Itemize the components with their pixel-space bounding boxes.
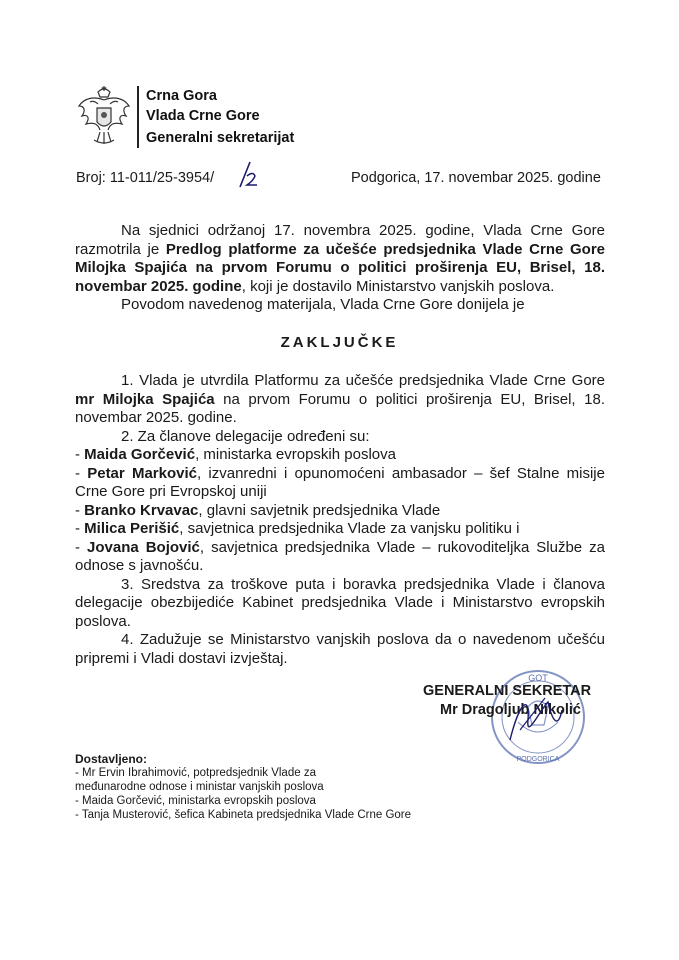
header-country: Crna Gora (146, 88, 217, 104)
signature-title: GENERALNI SEKRETAR (423, 683, 592, 699)
distribution-item: - Maida Gorčević, ministarka evropskih poslova (75, 795, 316, 807)
member-name: Jovana Bojović (87, 538, 200, 556)
stamp-bottom-text: PODGORICA (516, 756, 560, 763)
document-title: ZAKLJUČKE (280, 334, 399, 351)
conclusion-3: 3. Sredstva za troškove puta i boravka predsjednika Vlade i članova delegacije obezbijediće Kabinet predsjednika Vlade i Ministarstvo evropskih poslova. (75, 575, 605, 630)
delegation-member: - Petar Marković, izvanredni i opunomoćeni ambasador – šef Stalne misije Crne Gore pri Evropskoj uniji (75, 464, 605, 500)
delegation-member: - Branko Krvavac, glavni savjetnik predsjednika Vlade (75, 501, 441, 519)
member-role: , izvanredni i opunomoćeni ambasador – šef Stalne misije Crne Gore pri Evropskoj uniji (75, 464, 605, 500)
member-name: Branko Krvavac (84, 501, 199, 519)
stamp-top-text: GOT (528, 673, 548, 683)
intro-text-bold: Predlog platforme za učešće predsjednika Vlade Crne Gore Milojka Spajića na prvom Forumu o politici proširenja EU, Brisel, 18. novembar 2025. godine (75, 240, 606, 295)
distribution-item: - Tanja Musterović, šefica Kabineta predsjednika Vlade Crne Gore (75, 809, 412, 821)
coat-of-arms-icon (76, 86, 132, 148)
header-secretariat: Generalni sekretarijat (146, 130, 295, 146)
signature-name: Mr Dragoljub Nikolić (440, 702, 581, 718)
member-name: Petar Marković (87, 464, 197, 482)
delegation-member: - Milica Perišić, savjetnica predsjednika Vlade za vanjsku politiku i (75, 520, 520, 537)
delegation-member: - Maida Gorčević, ministarka evropskih poslova (75, 446, 396, 463)
handwritten-mark-icon (238, 160, 260, 188)
distribution-item: međunarodne odnose i ministar vanjskih poslova (75, 781, 324, 793)
member-role: , glavni savjetnik predsjednika Vlade (198, 501, 441, 519)
intro-text (75, 222, 605, 315)
member-role: , savjetnica predsjednika Vlade – rukovoditeljka Službe za odnose s javnošću. (75, 538, 606, 574)
handwritten-signature-icon (500, 690, 570, 750)
member-role: , ministarka evropskih poslova (195, 446, 396, 463)
distribution-item: - Mr Ervin Ibrahimović, potpredsjednik Vlade za (75, 767, 316, 779)
handwritten-number (238, 160, 260, 188)
header-divider (137, 86, 139, 148)
place-date: Podgorica, 17. novembar 2025. godine (351, 170, 601, 186)
header-government: Vlada Crne Gore (146, 108, 260, 124)
member-name: Maida Gorčević (84, 446, 196, 463)
conclusion-1-b: na prvom Forumu o politici proširenja EU, Brisel, 18. novembar 2025. godine. (75, 390, 605, 426)
conclusion-2: 2. Za članove delegacije određeni su: (121, 427, 370, 445)
delegation-member: - Jovana Bojović, savjetnica predsjednika Vlade – rukovoditeljka Službe za odnose s javnošću. (75, 538, 606, 574)
distribution-list (75, 752, 411, 822)
intro-paragraph-2: Povodom navedenog materijala, Vlada Crne Gore donijela je (121, 296, 525, 313)
conclusion-4: 4. Zadužuje se Ministarstvo vanjskih poslova da o navedenom učešću pripremi i Vladi dostavi izvještaj. (75, 631, 605, 667)
conclusions (75, 372, 605, 668)
intro-text-a: Na sjednici održanoj 17. novembra 2025. godine, Vlada Crne Gore razmotrila je (75, 222, 605, 258)
intro-text-b: , koji je dostavilo Ministarstvo vanjskih poslova. (241, 277, 555, 295)
member-role: , savjetnica predsjednika Vlade za vanjsku politiku i (179, 520, 520, 537)
conclusion-1-bold: mr Milojka Spajića (75, 390, 215, 408)
conclusion-1 (75, 372, 605, 428)
intro-paragraph (75, 222, 605, 296)
reference-number: Broj: 11-011/25-3954/ (76, 170, 215, 186)
conclusion-1-a: 1. Vlada je utvrdila Platformu za učešće predsjednika Vlade Crne Gore (121, 372, 605, 389)
member-name: Milica Perišić (84, 520, 180, 537)
distribution-heading: Dostavljeno: (75, 752, 148, 766)
